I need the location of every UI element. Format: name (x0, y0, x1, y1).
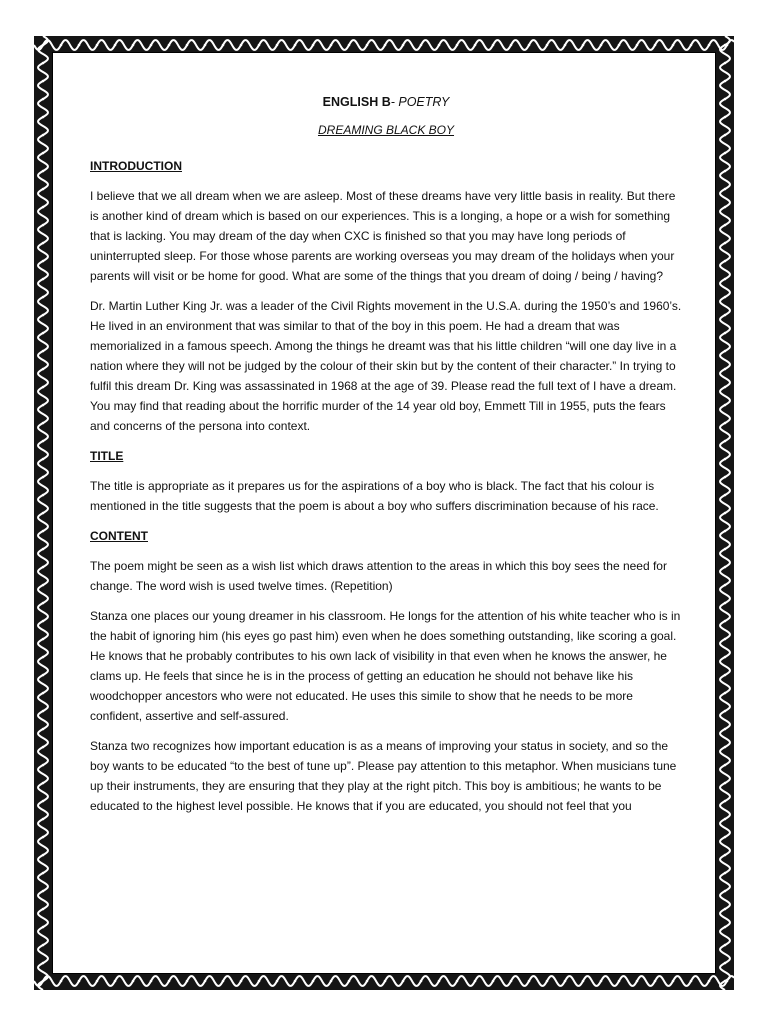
paragraph: I believe that we all dream when we are asleep. Most of these dreams have very little basis in reality. But there is another kind of dream which is based on our experiences. This is a longing, a hope or a wish for something that is lacking. You may dream of the day when CXC is finished so that you may have long periods of uninterrupted sleep. For those whose parents are working overseas you may dream of the holidays when your parents will visit or be home for good. What are some of the things that you dream of doing / being / having? (90, 189, 676, 283)
border-dot (150, 44, 153, 47)
border-dot (724, 332, 727, 335)
border-dot (402, 44, 405, 47)
border-dot (724, 962, 727, 965)
border-dot (42, 170, 45, 173)
border-dot (724, 440, 727, 443)
border-dot (42, 728, 45, 731)
border-dot (348, 980, 351, 983)
border-dot (492, 980, 495, 983)
border-dot (42, 350, 45, 353)
border-dot (42, 314, 45, 317)
border-dot (724, 530, 727, 533)
border-dot (636, 980, 639, 983)
border-dot (724, 944, 727, 947)
border-dot (724, 314, 727, 317)
border-dot (724, 908, 727, 911)
border-dot (724, 710, 727, 713)
border-dot (42, 818, 45, 821)
border-dot (114, 980, 117, 983)
border-dot (60, 44, 63, 47)
border-dot (724, 872, 727, 875)
border-dot (42, 602, 45, 605)
border-dot (546, 44, 549, 47)
border-dot (168, 980, 171, 983)
border-dot (724, 386, 727, 389)
border-dot (312, 44, 315, 47)
border-dot (618, 44, 621, 47)
border-dot (600, 980, 603, 983)
border-dot (42, 44, 45, 47)
border-dot (96, 44, 99, 47)
border-dot (330, 44, 333, 47)
border-dot (474, 44, 477, 47)
border-dot (724, 224, 727, 227)
border-dot (708, 44, 711, 47)
border-dot (42, 890, 45, 893)
border-dot (510, 44, 513, 47)
border-dot (724, 620, 727, 623)
border-dot (240, 980, 243, 983)
border-dot (42, 332, 45, 335)
border-dot (294, 980, 297, 983)
section-introduction (90, 156, 682, 436)
border-dot (42, 962, 45, 965)
border-dot (724, 566, 727, 569)
border-dot (724, 818, 727, 821)
border-dot (42, 638, 45, 641)
border-dot (456, 44, 459, 47)
border-dot (186, 44, 189, 47)
border-dot (724, 800, 727, 803)
border-dot (724, 278, 727, 281)
border-dot (672, 980, 675, 983)
border-dot (150, 980, 153, 983)
border-dot (348, 44, 351, 47)
border-dot (258, 44, 261, 47)
border-dot (330, 980, 333, 983)
border-dot (724, 170, 727, 173)
course-subject: POETRY (398, 95, 450, 109)
border-dot (546, 980, 549, 983)
border-dot (42, 296, 45, 299)
border-dot (240, 44, 243, 47)
border-dot (42, 242, 45, 245)
border-dot (690, 980, 693, 983)
border-dot (42, 494, 45, 497)
border-dot (42, 836, 45, 839)
border-dot (510, 980, 513, 983)
course-header (90, 92, 682, 112)
border-dot (42, 980, 45, 983)
border-dot (724, 350, 727, 353)
border-dot (724, 188, 727, 191)
border-dot (42, 440, 45, 443)
border-dot (42, 656, 45, 659)
border-dot (528, 44, 531, 47)
border-dot (132, 980, 135, 983)
section-heading: TITLE (90, 449, 124, 463)
border-dot (78, 44, 81, 47)
course-label: ENGLISH B (322, 95, 391, 109)
border-dot (204, 44, 207, 47)
border-dot (42, 404, 45, 407)
border-dot (222, 980, 225, 983)
border-dot (724, 926, 727, 929)
border-dot (724, 134, 727, 137)
border-dot (420, 980, 423, 983)
border-dot (42, 854, 45, 857)
section-heading: CONTENT (90, 529, 148, 543)
border-dot (78, 980, 81, 983)
border-dot (42, 620, 45, 623)
border-dot (582, 44, 585, 47)
border-dot (42, 116, 45, 119)
border-dot (42, 458, 45, 461)
section-title (90, 446, 682, 516)
border-dot (724, 980, 727, 983)
border-dot (420, 44, 423, 47)
border-dot (384, 980, 387, 983)
border-dot (222, 44, 225, 47)
border-dot (42, 476, 45, 479)
border-dot (114, 44, 117, 47)
border-dot (724, 674, 727, 677)
border-dot (42, 908, 45, 911)
border-dot (724, 404, 727, 407)
border-dot (60, 980, 63, 983)
border-dot (618, 980, 621, 983)
border-dot (456, 980, 459, 983)
paragraph: Stanza one places our young dreamer in his classroom. He longs for the attention of his white teacher who is in the habit of ignoring him (his eyes go past him) even when he does something outstanding, like scoring a goal. He knows that he probably contributes to his own lack of visibility in that even when he knows the answer, he clams up. He feels that since he is in the process of getting an education he should not behave like his woodchopper ancestors who were not educated. He uses this simile to show that he needs to be more confident, assertive and self-assured. (90, 609, 681, 723)
border-dot (312, 980, 315, 983)
border-dot (724, 62, 727, 65)
border-dot (42, 566, 45, 569)
border-dot (42, 710, 45, 713)
border-dot (42, 764, 45, 767)
paragraph: Dr. Martin Luther King Jr. was a leader of the Civil Rights movement in the U.S.A. during the 1950’s and 1960’s. He lived in an environment that was similar to that of the boy in this poem. He had a dream that was memorialized in a famous speech. Among the things he dreamt was that his little children “will one day live in a nation where they will not be judged by the colour of their skin but by the content of their character.” In trying to fulfil this dream Dr. King was assassinated in 1968 at the age of 39. Please read the full text of I have a dream. You may find that reading about the horrific murder of the 14 year old boy, Emmett Till in 1955, puts the fears and concerns of the persona into context. (90, 299, 682, 433)
paragraph: The poem might be seen as a wish list which draws attention to the areas in which this boy sees the need for change. The word wish is used twelve times. (Repetition) (90, 559, 667, 593)
border-dot (42, 188, 45, 191)
border-dot (42, 62, 45, 65)
border-dot (724, 44, 727, 47)
border-dot (42, 944, 45, 947)
border-dot (42, 152, 45, 155)
border-dot (492, 44, 495, 47)
border-dot (724, 548, 727, 551)
border-dot (42, 512, 45, 515)
border-dot (724, 692, 727, 695)
border-dot (724, 260, 727, 263)
border-dot (42, 674, 45, 677)
border-dot (724, 116, 727, 119)
border-dot (724, 890, 727, 893)
border-dot (724, 656, 727, 659)
paragraph: The title is appropriate as it prepares us for the aspirations of a boy who is black. The fact that his colour is mentioned in the title suggests that the poem is about a boy who suffers discrimination because of his race. (90, 479, 659, 513)
border-dot (42, 584, 45, 587)
course-separator: - (390, 95, 399, 109)
border-dot (724, 494, 727, 497)
border-dot (724, 206, 727, 209)
border-dot (366, 44, 369, 47)
border-dot (724, 638, 727, 641)
border-dot (42, 368, 45, 371)
border-dot (42, 692, 45, 695)
border-dot (708, 980, 711, 983)
border-dot (438, 44, 441, 47)
border-dot (724, 602, 727, 605)
border-dot (654, 44, 657, 47)
border-dot (42, 530, 45, 533)
border-dot (42, 206, 45, 209)
poem-title: DREAMING BLACK BOY (317, 123, 455, 137)
section-content (90, 526, 682, 816)
border-dot (724, 854, 727, 857)
border-dot (186, 980, 189, 983)
border-dot (42, 548, 45, 551)
border-dot (96, 980, 99, 983)
border-dot (366, 980, 369, 983)
border-dot (294, 44, 297, 47)
border-dot (42, 260, 45, 263)
border-dot (42, 386, 45, 389)
border-dot (724, 242, 727, 245)
border-dot (724, 152, 727, 155)
border-dot (724, 584, 727, 587)
border-dot (42, 872, 45, 875)
border-dot (168, 44, 171, 47)
document-body (90, 92, 682, 826)
border-dot (42, 134, 45, 137)
border-dot (42, 422, 45, 425)
border-dot (402, 980, 405, 983)
border-dot (724, 80, 727, 83)
border-dot (724, 458, 727, 461)
border-dot (636, 44, 639, 47)
border-dot (42, 278, 45, 281)
border-dot (42, 926, 45, 929)
border-dot (132, 44, 135, 47)
border-dot (564, 44, 567, 47)
border-dot (724, 296, 727, 299)
border-dot (724, 836, 727, 839)
border-dot (438, 980, 441, 983)
border-dot (724, 422, 727, 425)
border-dot (474, 980, 477, 983)
border-dot (724, 746, 727, 749)
border-dot (258, 980, 261, 983)
border-dot (724, 476, 727, 479)
border-dot (582, 980, 585, 983)
border-dot (276, 980, 279, 983)
border-dot (724, 764, 727, 767)
border-dot (724, 368, 727, 371)
border-dot (42, 80, 45, 83)
border-dot (600, 44, 603, 47)
border-dot (690, 44, 693, 47)
border-dot (276, 44, 279, 47)
border-dot (42, 224, 45, 227)
border-dot (724, 782, 727, 785)
border-dot (42, 800, 45, 803)
border-dot (204, 980, 207, 983)
border-dot (564, 980, 567, 983)
border-dot (724, 512, 727, 515)
border-dot (528, 980, 531, 983)
paragraph: Stanza two recognizes how important education is as a means of improving your status in society, and so the boy wants to be educated “to the best of tune up”. Please pay attention to this metaphor. When musicians tune up their instruments, they are ensuring that they play at the right pitch. This boy is ambitious; he wants to be educated to the highest level possible. He knows that if you are educated, you should not feel that you (90, 739, 677, 813)
section-heading: INTRODUCTION (90, 159, 182, 173)
border-dot (42, 746, 45, 749)
border-dot (724, 98, 727, 101)
border-dot (654, 980, 657, 983)
border-dot (672, 44, 675, 47)
border-dot (384, 44, 387, 47)
border-dot (724, 728, 727, 731)
border-dot (42, 98, 45, 101)
border-dot (42, 782, 45, 785)
